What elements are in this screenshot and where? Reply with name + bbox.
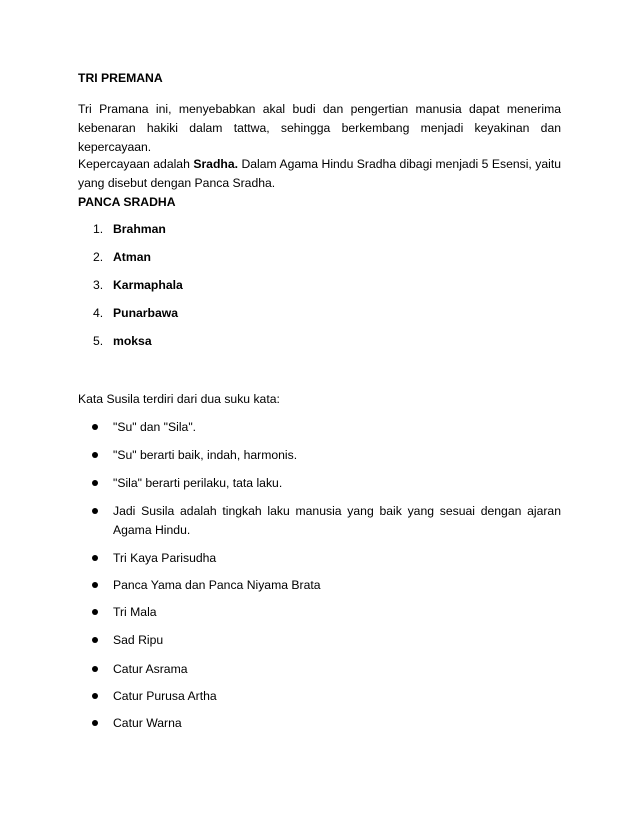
paragraph-sradha — [78, 155, 561, 193]
bullet-icon — [92, 582, 98, 588]
bullet-text: Jadi Susila adalah tingkah laku manusia yang baik yang sesuai dengan ajaran Agama Hindu. — [113, 504, 561, 537]
paragraph-sradha-post: Dalam Agama Hindu Sradha dibagi menjadi 5 Esensi, yaitu yang disebut dengan Panca Sradha. — [78, 157, 561, 190]
bullet-text: "Su" dan "Sila". — [113, 420, 197, 434]
bullet-icon — [92, 424, 98, 430]
bullet-text: "Su" berarti baik, indah, harmonis. — [113, 448, 298, 462]
bullet-text: Catur Asrama — [113, 662, 188, 676]
list-text: Karmaphala — [113, 278, 183, 292]
bullet-icon — [92, 555, 98, 561]
bullet-icon — [92, 693, 98, 699]
bullet-text: Sad Ripu — [113, 633, 164, 647]
bullet-icon — [92, 666, 98, 672]
heading-panca-sradha: PANCA SRADHA — [78, 195, 176, 209]
paragraph-sradha-bold: Sradha. — [193, 157, 239, 171]
heading-tri-premana: TRI PREMANA — [78, 71, 163, 85]
list-text: Punarbawa — [113, 306, 179, 320]
bullet-text: Catur Warna — [113, 716, 182, 730]
list-number: 2. — [93, 250, 104, 264]
bullet-icon — [92, 508, 98, 514]
list-number: 4. — [93, 306, 104, 320]
list-number: 5. — [93, 334, 104, 348]
list-number: 3. — [93, 278, 104, 292]
bullet-icon — [92, 452, 98, 458]
bullet-text: Tri Kaya Parisudha — [113, 551, 217, 565]
bullet-text: Catur Purusa Artha — [113, 689, 217, 703]
list-text: Brahman — [113, 222, 166, 236]
bullet-icon — [92, 720, 98, 726]
bullet-text: Tri Mala — [113, 605, 157, 619]
bullet-icon — [92, 609, 98, 615]
paragraph-tri-pramana: Tri Pramana ini, menyebabkan akal budi dan pengertian manusia dapat menerima kebenaran hakiki dalam tattwa, sehingga berkembang menjadi keyakinan dan kepercayaan. — [78, 102, 561, 154]
bullet-text: "Sila" berarti perilaku, tata laku. — [113, 476, 283, 490]
list-number: 1. — [93, 222, 104, 236]
list-text: moksa — [113, 334, 152, 348]
paragraph-sradha-pre: Kepercayaan adalah — [78, 157, 194, 171]
paragraph-susila: Kata Susila terdiri dari dua suku kata: — [78, 392, 280, 406]
bullet-text: Panca Yama dan Panca Niyama Brata — [113, 578, 321, 592]
list-text: Atman — [113, 250, 151, 264]
bullet-icon — [92, 480, 98, 486]
bullet-icon — [92, 637, 98, 643]
